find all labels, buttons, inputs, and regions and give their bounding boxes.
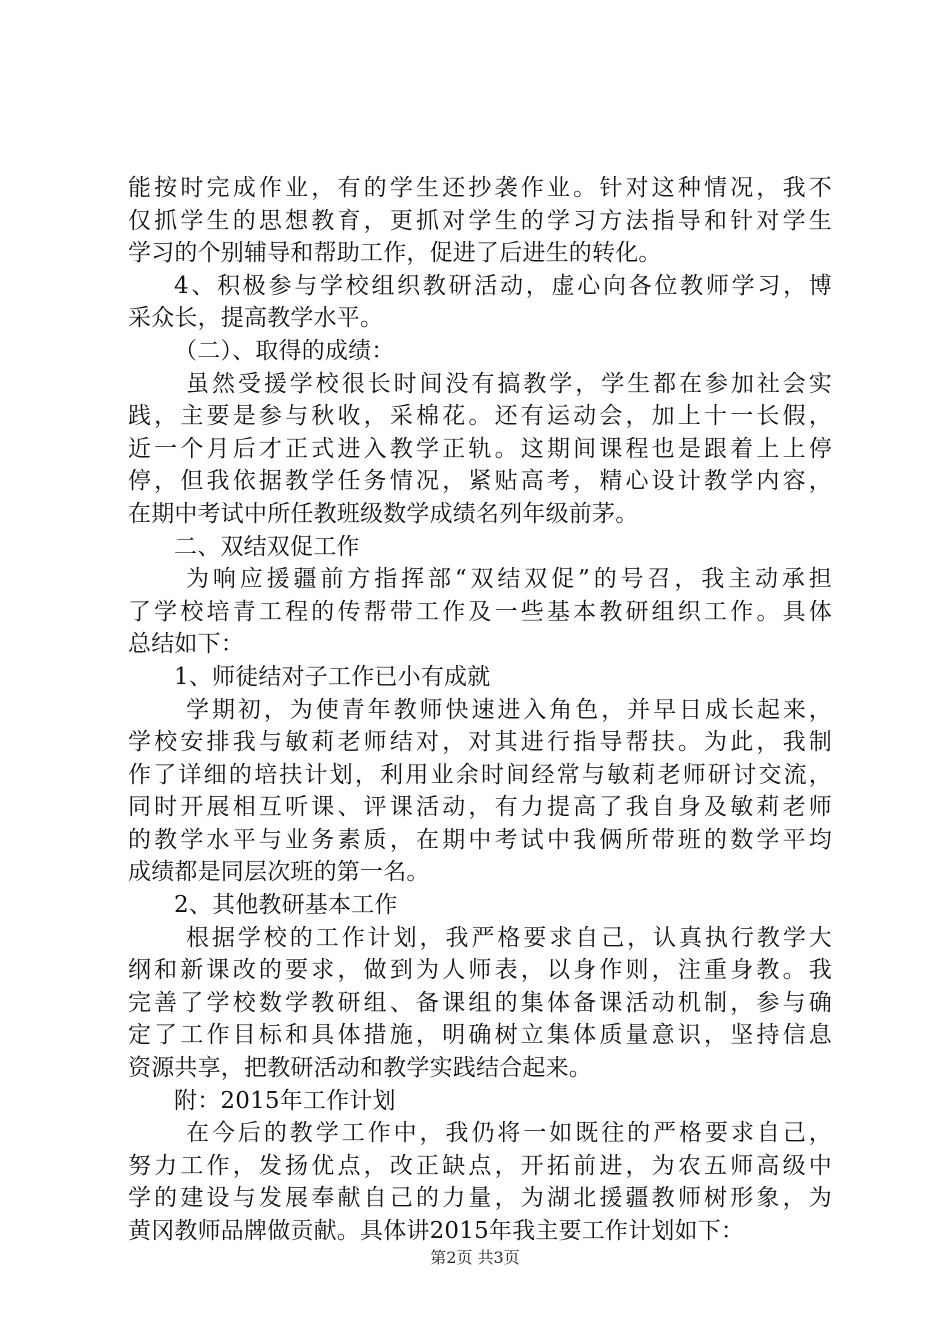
text-line: 学的建设与发展奉献自己的力量，为湖北援疆教师树形象，为: [128, 1185, 832, 1212]
text-line: 努力工作，发扬优点，改正缺点，开拓前进，为农五师高级中: [128, 1152, 832, 1179]
section-heading: 2、其他教研基本工作: [174, 892, 398, 919]
text-line: 资源共享，把教研活动和教学实践结合起来。: [128, 1055, 592, 1082]
text-line: 学校安排我与敏莉老师结对，对其进行指导帮扶。为此，我制: [128, 729, 832, 756]
text-line: 定了工作目标和具体措施，明确树立集体质量意识，坚持信息: [128, 1022, 832, 1049]
text-line: 采众长，提高教学水平。: [128, 305, 384, 332]
section-heading: （二）、取得的成绩：: [174, 337, 395, 364]
text-line: 虽然受援学校很长时间没有搞教学，学生都在参加社会实: [186, 370, 832, 397]
text-line: 近一个月后才正式进入教学正轨。这期间课程也是跟着上上停: [128, 435, 832, 462]
text-line: 在期中考试中所任教班级数学成绩名列年级前茅。: [128, 500, 639, 527]
page-number: 第2页 共3页: [430, 1248, 520, 1267]
text-line: 停，但我依据教学任务情况，紧贴高考，精心设计教学内容，: [128, 468, 832, 495]
section-heading: 附：2015年工作计划: [174, 1087, 396, 1114]
text-line: 根据学校的工作计划，我严格要求自己，认真执行教学大: [186, 924, 832, 951]
text-line: 作了详细的培扶计划，利用业余时间经常与敏莉老师研讨交流，: [128, 761, 832, 788]
text-line: 学习的个别辅导和帮助工作，促进了后进生的转化。: [128, 240, 662, 267]
text-line: 为响应援疆前方指挥部“双结双促”的号召，我主动承担: [186, 566, 832, 593]
text-line: 完善了学校数学教研组、备课组的集体备课活动机制，参与确: [128, 989, 832, 1016]
section-heading: 二、双结双促工作: [174, 533, 360, 560]
text-line: 在今后的教学工作中，我仍将一如既往的严格要求自己，: [186, 1120, 832, 1147]
text-line: 仅抓学生的思想教育，更抓对学生的学习方法指导和针对学生: [128, 207, 832, 234]
section-heading: 1、师徒结对子工作已小有成就: [174, 663, 491, 690]
text-line: 了学校培青工程的传帮带工作及一些基本教研组织工作。具体: [128, 598, 832, 625]
text-line: 践，主要是参与秋收，采棉花。还有运动会，加上十一长假，: [128, 403, 832, 430]
text-line: 成绩都是同层次班的第一名。: [128, 859, 430, 886]
text-line: 纲和新课改的要求，做到为人师表，以身作则，注重身教。我: [128, 957, 832, 984]
text-line: 学期初，为使青年教师快速进入角色，并早日成长起来，: [186, 696, 832, 723]
document-body: [128, 172, 832, 1248]
text-line: 4、积极参与学校组织教研活动，虚心向各位教师学习，博: [174, 272, 832, 299]
text-line: 的教学水平与业务素质，在期中考试中我俩所带班的数学平均: [128, 826, 832, 853]
text-line: 同时开展相互听课、评课活动，有力提高了我自身及敏莉老师: [128, 794, 832, 821]
text-line: 能按时完成作业，有的学生还抄袭作业。针对这种情况，我不: [128, 175, 832, 201]
text-line: 总结如下：: [128, 631, 244, 658]
text-line: 黄冈教师品牌做贡献。具体讲2015年我主要工作计划如下：: [128, 1218, 745, 1244]
